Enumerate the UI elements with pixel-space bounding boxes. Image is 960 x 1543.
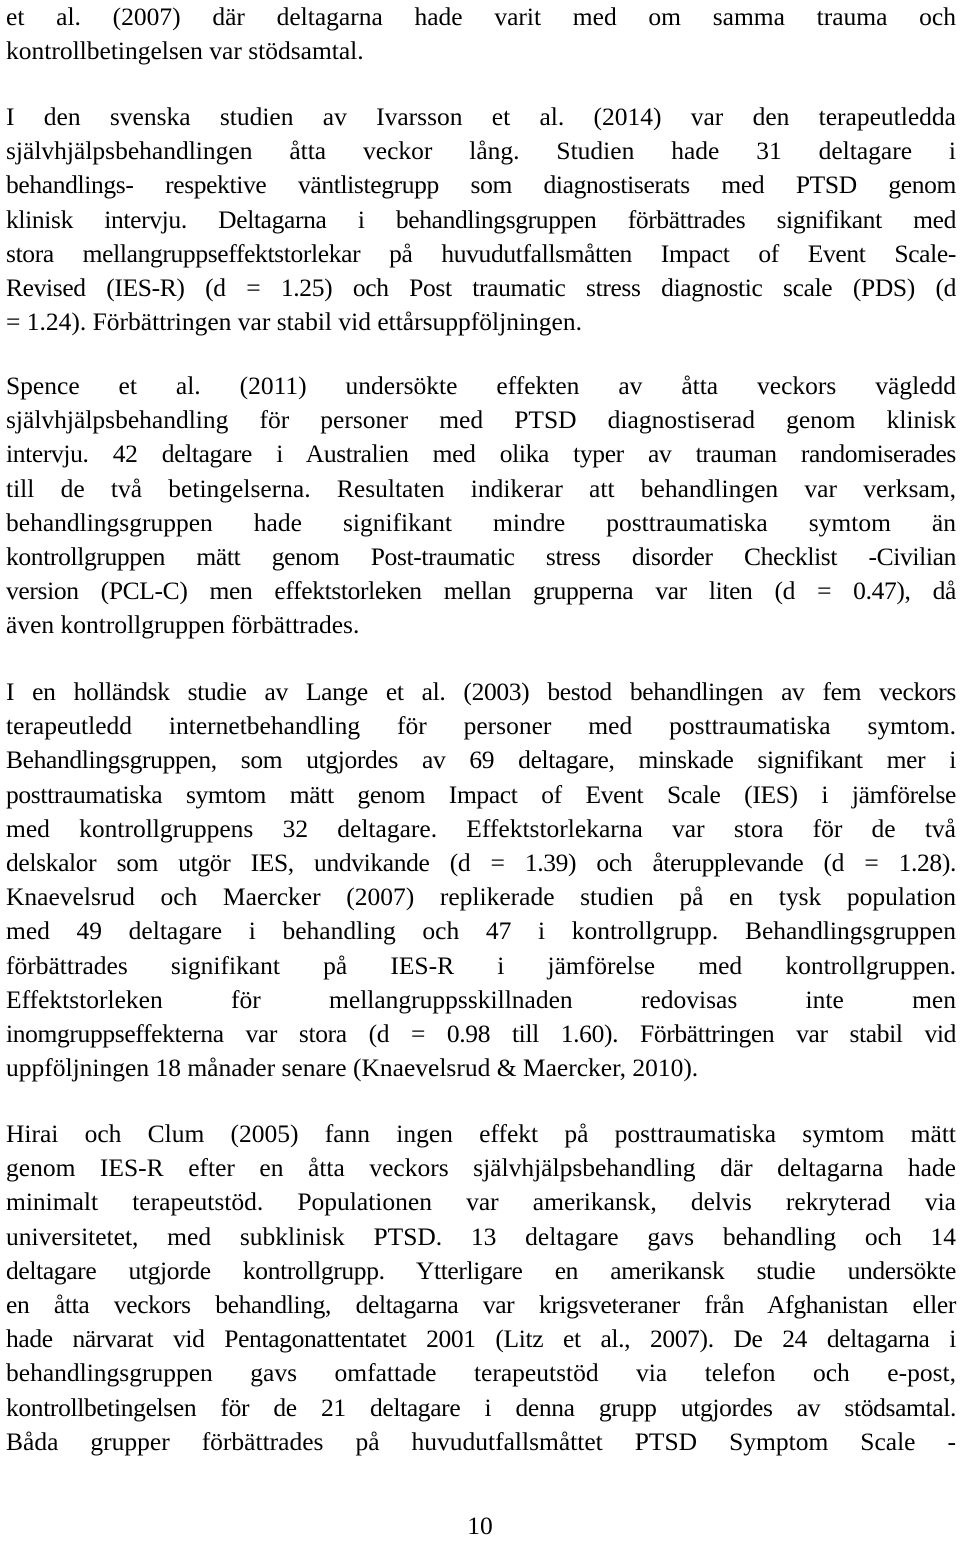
text-line: uppföljningen 18 månader senare (Knaevelsrud & Maercker, 2010).	[6, 1053, 699, 1083]
text-line: I den svenska studien av Ivarsson et al. (2014) var den terapeutledda	[6, 102, 956, 131]
paragraph-5	[6, 1117, 956, 1459]
text-line: en åtta veckors behandling, deltagarna var krigsveteraner från Afghanistan eller	[6, 1289, 956, 1319]
text-line: behandlingsgruppen gavs omfattade terapeutstöd via telefon och e-post,	[6, 1358, 956, 1388]
text-line: Båda grupper förbättrades på huvudutfallsmåttet PTSD Symptom Scale -	[6, 1426, 956, 1456]
text-line: Knaevelsrud och Maercker (2007) replikerade studien på en tysk population	[6, 882, 956, 912]
text-line: förbättrades signifikant på IES-R i jämförelse med kontrollgruppen.	[6, 950, 956, 980]
text-line: med kontrollgruppens 32 deltagare. Effektstorlekarna var stora för de två	[6, 813, 956, 843]
text-line: intervju. 42 deltagare i Australien med olika typer av trauman randomiserades	[6, 439, 956, 469]
text-line: även kontrollgruppen förbättrades.	[6, 610, 360, 640]
paragraph-2	[6, 100, 956, 339]
text-line: till de två betingelserna. Resultaten indikerar att behandlingen var verksam,	[6, 473, 956, 503]
text-line: kontrollbetingelsen för de 21 deltagare i denna grupp utgjordes av stödsamtal.	[6, 1392, 956, 1422]
text-line: kontrollbetingelsen var stödsamtal.	[6, 36, 364, 66]
text-line: med 49 deltagare i behandling och 47 i kontrollgrupp. Behandlingsgruppen	[6, 916, 956, 946]
paragraph-4	[6, 675, 956, 1085]
text-line: hade närvarat vid Pentagonattentatet 2001 (Litz et al., 2007). De 24 deltagarna i	[6, 1324, 956, 1354]
text-line: I en holländsk studie av Lange et al. (2003) bestod behandlingen av fem veckors	[6, 677, 956, 706]
text-line: stora mellangruppseffektstorlekar på huvudutfallsmåtten Impact of Event Scale-	[6, 238, 956, 268]
text-line: Revised (IES-R) (d = 1.25) och Post traumatic stress diagnostic scale (PDS) (d	[6, 272, 956, 302]
text-line: Behandlingsgruppen, som utgjordes av 69 deltagare, minskade signifikant mer i	[6, 745, 956, 775]
text-line: Effektstorleken för mellangruppsskillnaden redovisas inte men	[6, 984, 956, 1014]
text-line: = 1.24). Förbättringen var stabil vid ettårsuppföljningen.	[6, 307, 582, 337]
text-line: version (PCL-C) men effektstorleken mellan grupperna var liten (d = 0.47), då	[6, 576, 956, 606]
text-line: et al. (2007) där deltagarna hade varit med om samma trauma och	[6, 2, 956, 31]
text-line: genom IES-R efter en åtta veckors självhjälpsbehandling där deltagarna hade	[6, 1153, 956, 1183]
text-line: minimalt terapeutstöd. Populationen var amerikansk, delvis rekryterad via	[6, 1187, 956, 1217]
text-line: Hirai och Clum (2005) fann ingen effekt på posttraumatiska symtom mätt	[6, 1119, 956, 1148]
text-line: självhjälpsbehandling för personer med PTSD diagnostiserad genom klinisk	[6, 405, 956, 435]
text-line: Spence et al. (2011) undersökte effekten av åtta veckors vägledd	[6, 371, 956, 400]
text-line: delskalor som utgör IES, undvikande (d = 1.39) och återupplevande (d = 1.28).	[6, 847, 956, 877]
text-line: behandlings- respektive väntlistegrupp som diagnostiserats med PTSD genom	[6, 170, 956, 200]
page-number: 10	[467, 1511, 493, 1540]
text-line: inomgruppseffekterna var stora (d = 0.98 till 1.60). Förbättringen var stabil vid	[6, 1018, 956, 1048]
paragraph-1	[6, 0, 956, 68]
paragraph-3	[6, 369, 956, 643]
text-line: universitetet, med subklinisk PTSD. 13 deltagare gavs behandling och 14	[6, 1221, 956, 1251]
text-line: posttraumatiska symtom mätt genom Impact of Event Scale (IES) i jämförelse	[6, 779, 956, 809]
text-line: terapeutledd internetbehandling för personer med posttraumatiska symtom.	[6, 711, 956, 741]
text-line: klinisk intervju. Deltagarna i behandlingsgruppen förbättrades signifikant med	[6, 204, 956, 234]
text-line: kontrollgruppen mätt genom Post-traumatic stress disorder Checklist -Civilian	[6, 541, 956, 571]
text-line: självhjälpsbehandlingen åtta veckor lång. Studien hade 31 deltagare i	[6, 136, 956, 166]
text-line: deltagare utgjorde kontrollgrupp. Ytterligare en amerikansk studie undersökte	[6, 1255, 956, 1285]
text-line: behandlingsgruppen hade signifikant mindre posttraumatiska symtom än	[6, 507, 956, 537]
